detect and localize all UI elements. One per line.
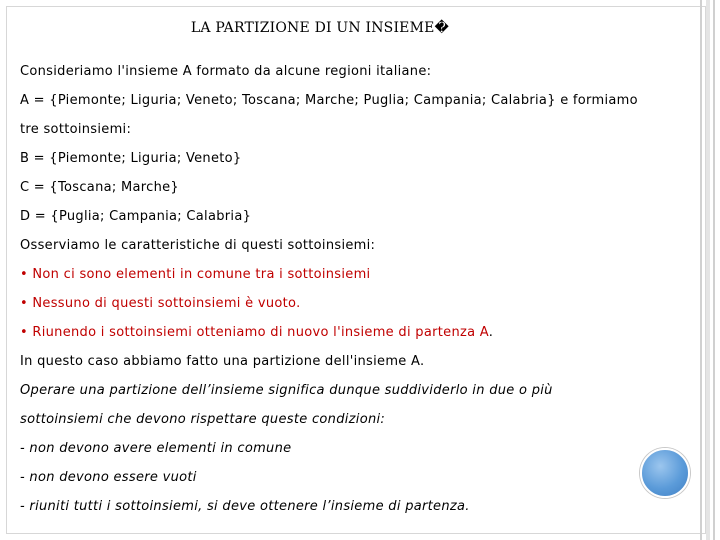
condition-item: - riuniti tutti i sottoinsiemi, si deve ottenere l’insieme di partenza. [20, 499, 470, 514]
bullet-period: . [488, 325, 494, 340]
text-line: Consideriamo l'insieme A formato da alcune regioni italiane: [20, 64, 432, 79]
bullet-text: • Riunendo i sottoinsiemi otteniamo di nuovo l'insieme di partenza A [20, 325, 489, 340]
set-d: D = {Puglia; Campania; Calabria} [20, 209, 252, 224]
text-line: A = {Piemonte; Liguria; Veneto; Toscana; Marche; Puglia; Campania; Calabria} e formiamo [20, 93, 638, 108]
definition-line: Operare una partizione dell’insieme significa dunque suddividerlo in due o più [20, 383, 553, 398]
sidebar-line [713, 0, 715, 540]
sidebar-line [700, 0, 702, 540]
condition-item: - non devono avere elementi in comune [20, 441, 292, 456]
bullet-item [20, 323, 700, 352]
definition-line: sottoinsiemi che devono rispettare queste condizioni: [20, 412, 386, 427]
text-line: In questo caso abbiamo fatto una partizione dell'insieme A. [20, 354, 425, 369]
slide-title: LA PARTIZIONE DI UN INSIEME� [190, 20, 450, 36]
set-c: C = {Toscana; Marche} [20, 180, 179, 195]
bullet-item: • Non ci sono elementi in comune tra i sottoinsiemi [20, 267, 371, 282]
bullet-item: • Nessuno di questi sottoinsiemi è vuoto. [20, 296, 301, 311]
text-line: tre sottoinsiemi: [20, 122, 132, 137]
sidebar-line [706, 0, 710, 540]
slide-content [20, 62, 700, 526]
condition-item: - non devono essere vuoti [20, 470, 197, 485]
text-line: Osserviamo le caratteristiche di questi sottoinsiemi: [20, 238, 376, 253]
set-b: B = {Piemonte; Liguria; Veneto} [20, 151, 242, 166]
